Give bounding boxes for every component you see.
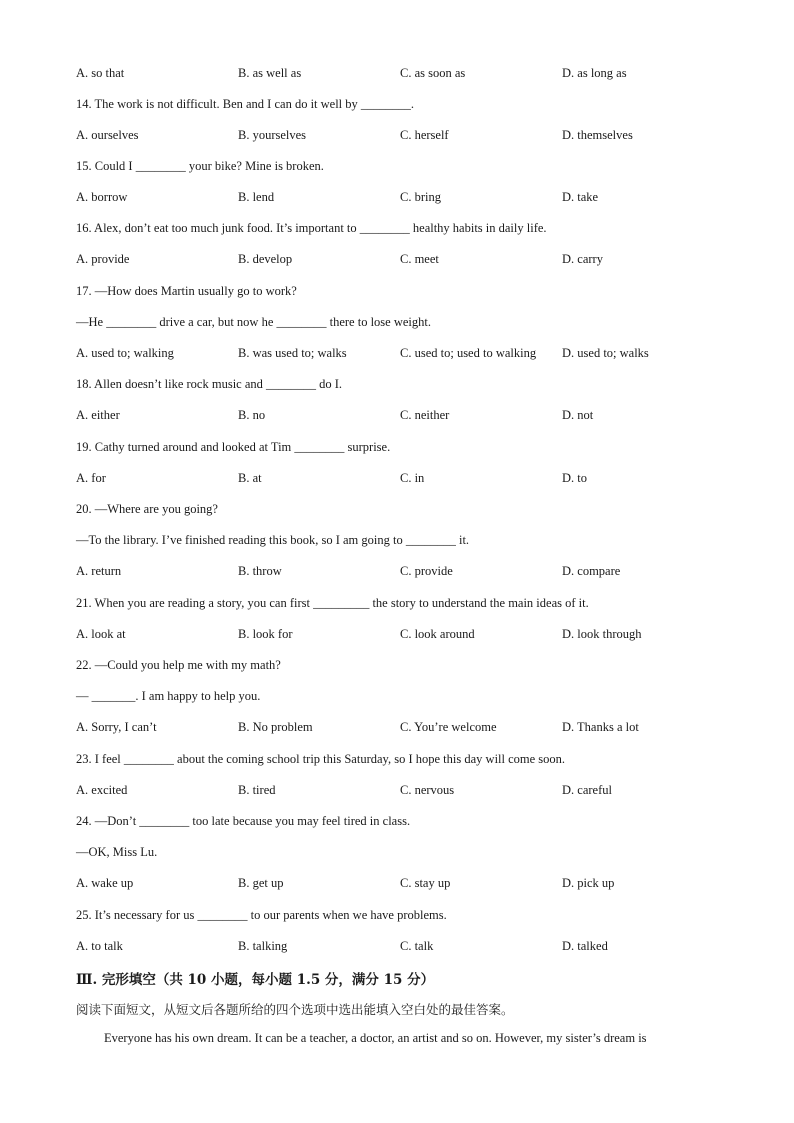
q16-stem: 16. Alex, don’t eat too much junk food. It’s important to ________ healthy habits in daily life. xyxy=(76,221,547,235)
q15-option-a: A. borrow xyxy=(76,190,128,204)
q17-stem-response: —He ________ drive a car, but now he ________ there to lose weight. xyxy=(76,315,431,329)
q21-option-d: D. look through xyxy=(562,627,642,641)
q14-option-d: D. themselves xyxy=(562,128,633,142)
q17-option-c: C. used to; used to walking xyxy=(400,346,537,360)
q24-options xyxy=(76,875,716,891)
q22-option-d: D. Thanks a lot xyxy=(562,720,639,734)
q18-options xyxy=(76,407,716,423)
q23-option-c: C. nervous xyxy=(400,783,455,797)
q22-option-a: A. Sorry, I can’t xyxy=(76,720,157,734)
q25-options xyxy=(76,938,716,954)
q13-option-d: D. as long as xyxy=(562,66,627,80)
q21-option-c: C. look around xyxy=(400,627,475,641)
q19-stem: 19. Cathy turned around and looked at Tim ________ surprise. xyxy=(76,440,391,454)
q25-option-b: B. talking xyxy=(238,939,288,953)
section-heading: Ⅲ. 完形填空（共 10 小题，每小题 1.5 分，满分 15 分） xyxy=(76,972,435,988)
q18-option-c: C. neither xyxy=(400,408,450,422)
q15-options xyxy=(76,189,716,205)
q22-option-b: B. No problem xyxy=(238,720,313,734)
q18-option-a: A. either xyxy=(76,408,120,422)
q19-options xyxy=(76,470,716,486)
q20-option-a: A. return xyxy=(76,564,122,578)
q17-stem: 17. —How does Martin usually go to work? xyxy=(76,284,297,298)
q22-stem-response: — _______. I am happy to help you. xyxy=(76,689,261,703)
q13-option-b: B. as well as xyxy=(238,66,302,80)
q21-option-b: B. look for xyxy=(238,627,293,641)
q19-option-c: C. in xyxy=(400,471,425,485)
q14-option-c: C. herself xyxy=(400,128,449,142)
q22-options xyxy=(76,719,716,735)
q22-stem: 22. —Could you help me with my math? xyxy=(76,658,281,672)
q23-stem: 23. I feel ________ about the coming school trip this Saturday, so I hope this day will come soon. xyxy=(76,752,566,766)
q17-options xyxy=(76,345,716,361)
q19-option-a: A. for xyxy=(76,471,106,485)
q22-option-c: C. You’re welcome xyxy=(400,720,497,734)
q24-option-a: A. wake up xyxy=(76,876,134,890)
q15-stem: 15. Could I ________ your bike? Mine is broken. xyxy=(76,159,324,173)
q16-option-b: B. develop xyxy=(238,252,293,266)
q16-option-a: A. provide xyxy=(76,252,130,266)
q24-stem: 24. —Don’t ________ too late because you may feel tired in class. xyxy=(76,814,411,828)
passage-line: Everyone has his own dream. It can be a teacher, a doctor, an artist and so on. However, my sister’s dream is xyxy=(104,1031,647,1045)
q14-options xyxy=(76,127,716,143)
q18-option-b: B. no xyxy=(238,408,266,422)
q18-stem: 18. Allen doesn’t like rock music and ________ do I. xyxy=(76,377,343,391)
q13-options xyxy=(76,65,716,81)
q23-option-a: A. excited xyxy=(76,783,128,797)
q20-options xyxy=(76,563,716,579)
q24-stem-response: —OK, Miss Lu. xyxy=(76,845,158,859)
q25-option-c: C. talk xyxy=(400,939,434,953)
q14-stem: 14. The work is not difficult. Ben and I can do it well by ________. xyxy=(76,97,415,111)
q13-option-a: A. so that xyxy=(76,66,125,80)
q16-option-c: C. meet xyxy=(400,252,439,266)
q21-stem: 21. When you are reading a story, you can first _________ the story to understand the main ideas of it. xyxy=(76,596,589,610)
section-instruction: 阅读下面短文，从短文后各题所给的四个选项中选出能填入空白处的最佳答案。 xyxy=(76,1002,514,1017)
q14-option-a: A. ourselves xyxy=(76,128,139,142)
q20-stem-response: —To the library. I’ve finished reading this book, so I am going to ________ it. xyxy=(76,533,470,547)
q24-option-c: C. stay up xyxy=(400,876,451,890)
q20-option-c: C. provide xyxy=(400,564,453,578)
q25-stem: 25. It’s necessary for us ________ to our parents when we have problems. xyxy=(76,908,447,922)
q21-options xyxy=(76,626,716,642)
q20-option-b: B. throw xyxy=(238,564,282,578)
q23-option-b: B. tired xyxy=(238,783,276,797)
q25-option-d: D. talked xyxy=(562,939,608,953)
q15-option-b: B. lend xyxy=(238,190,275,204)
q23-option-d: D. careful xyxy=(562,783,612,797)
q19-option-b: B. at xyxy=(238,471,262,485)
q19-option-d: D. to xyxy=(562,471,587,485)
q15-option-d: D. take xyxy=(562,190,599,204)
q23-options xyxy=(76,782,716,798)
q16-options xyxy=(76,251,716,267)
q20-option-d: D. compare xyxy=(562,564,621,578)
q14-option-b: B. yourselves xyxy=(238,128,307,142)
q20-stem: 20. —Where are you going? xyxy=(76,502,218,516)
q15-option-c: C. bring xyxy=(400,190,441,204)
q24-option-d: D. pick up xyxy=(562,876,615,890)
q17-option-a: A. used to; walking xyxy=(76,346,174,360)
q16-option-d: D. carry xyxy=(562,252,603,266)
q17-option-b: B. was used to; walks xyxy=(238,346,347,360)
q21-option-a: A. look at xyxy=(76,627,126,641)
q18-option-d: D. not xyxy=(562,408,594,422)
q24-option-b: B. get up xyxy=(238,876,284,890)
q25-option-a: A. to talk xyxy=(76,939,123,953)
q13-option-c: C. as soon as xyxy=(400,66,466,80)
q17-option-d: D. used to; walks xyxy=(562,346,649,360)
